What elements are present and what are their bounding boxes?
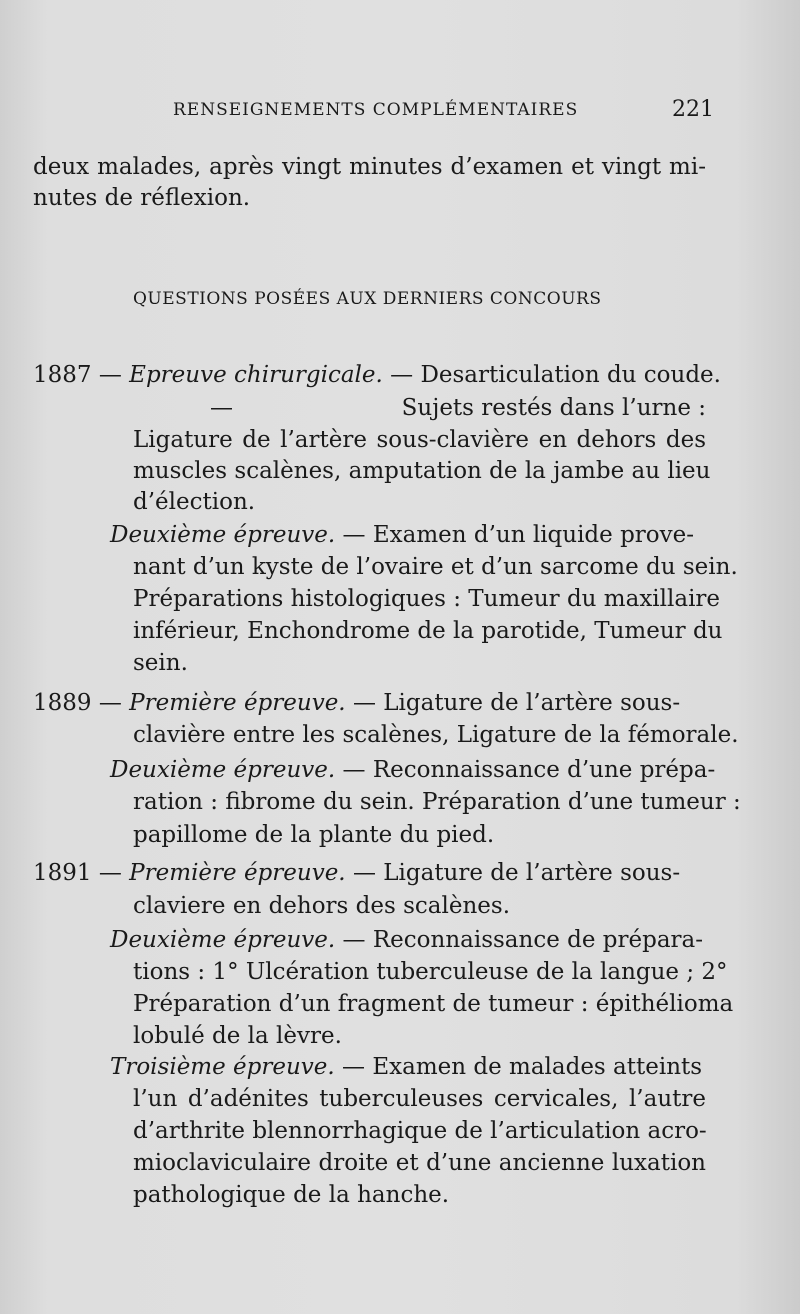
intro-line-1: deux malades, après vingt minutes d’examen et vingt mi- [33,154,706,180]
entry-1891-third-line-5: pathologique de la hanche. [133,1182,450,1208]
entry-1891-sub-line-1 [110,925,710,955]
year-1891: 1891 [33,860,92,886]
entry-1891-third-line-3: d’arthrite blennorrhagique de l’articulation acro- [133,1118,707,1144]
entry-1889-line-1 [33,688,713,718]
entry-1891-line-1 [33,858,713,888]
entry-1887-line-5: d’élection. [133,489,256,515]
entry-1887-line-4: muscles scalènes, amputation de la jambe au lieu [133,458,711,484]
entry-text: — Reconnaissance d’une prépa- [342,757,716,783]
page-number: 221 [672,97,714,122]
entry-text: — Reconnaissance de prépara- [342,927,704,953]
year-1889: 1889 [33,690,92,716]
entry-1887-sub-line-2: nant d’un kyste de l’ovaire et d’un sarcome du sein. [133,554,738,580]
entry-1887-sub-line-3: Préparations histologiques : Tumeur du maxillaire [133,586,721,612]
entry-text: — Ligature de l’artère sous- [352,690,681,716]
entry-1887-sub-line-1 [110,520,710,550]
running-header: RENSEIGNEMENTS COMPLÉMENTAIRES [173,100,579,120]
epreuve-title: Deuxième épreuve. [110,757,336,783]
section-title: QUESTIONS POSÉES AUX DERNIERS CONCOURS [133,289,602,309]
entry-text: — Desarticulation du coude. [390,362,721,388]
entry-1887-sub-line-5: sein. [133,650,188,676]
year-dash: — [98,362,122,388]
entry-1887-sub-line-4: inférieur, Enchondrome de la parotide, Tumeur du [133,618,723,644]
epreuve-title: Première épreuve. [129,860,346,886]
epreuve-title: Deuxième épreuve. [110,522,336,548]
entry-1891-sub-line-4: lobulé de la lèvre. [133,1023,342,1049]
entry-1887-line-1 [33,360,721,390]
entry-1889-sub-line-2: ration : fibrome du sein. Préparation d’une tumeur : [133,789,741,815]
entry-text: — Ligature de l’artère sous- [352,860,681,886]
entry-1891-third-line-1 [110,1052,710,1082]
ditto-dash: — [210,395,233,421]
year-1887: 1887 [33,362,92,388]
entry-1889-line-2: clavière entre les scalènes, Ligature de la fémorale. [133,722,739,748]
intro-line-2: nutes de réflexion. [33,185,251,211]
entry-text: — Examen de malades atteints [342,1054,703,1080]
epreuve-title: Troisième épreuve. [110,1054,335,1080]
entry-1891-line-2: claviere en dehors des scalènes. [133,893,511,919]
entry-1891-third-line-4: mioclaviculaire droite et d’une ancienne luxation [133,1150,706,1176]
entry-1887-line-3: Ligature de l’artère sous-clavière en dehors des [133,427,706,453]
entry-1889-sub-line-3: papillome de la plante du pied. [133,822,495,848]
entry-text: — Examen d’un liquide prove- [342,522,695,548]
entry-1891-sub-line-2: tions : 1° Ulcération tuberculeuse de la langue ; 2° [133,959,728,985]
entry-1889-sub-line-1 [110,755,716,785]
year-dash: — [98,690,122,716]
entry-1891-sub-line-3: Préparation d’un fragment de tumeur : épithélioma [133,991,734,1017]
epreuve-title: Epreuve chirurgicale. [129,362,383,388]
year-dash: — [98,860,122,886]
epreuve-title: Deuxième épreuve. [110,927,336,953]
entry-1887-line-2: Sujets restés dans l’urne : [401,395,706,421]
entry-1891-third-line-2: l’un d’adénites tuberculeuses cervicales, l’autre [133,1086,706,1112]
epreuve-title: Première épreuve. [129,690,346,716]
